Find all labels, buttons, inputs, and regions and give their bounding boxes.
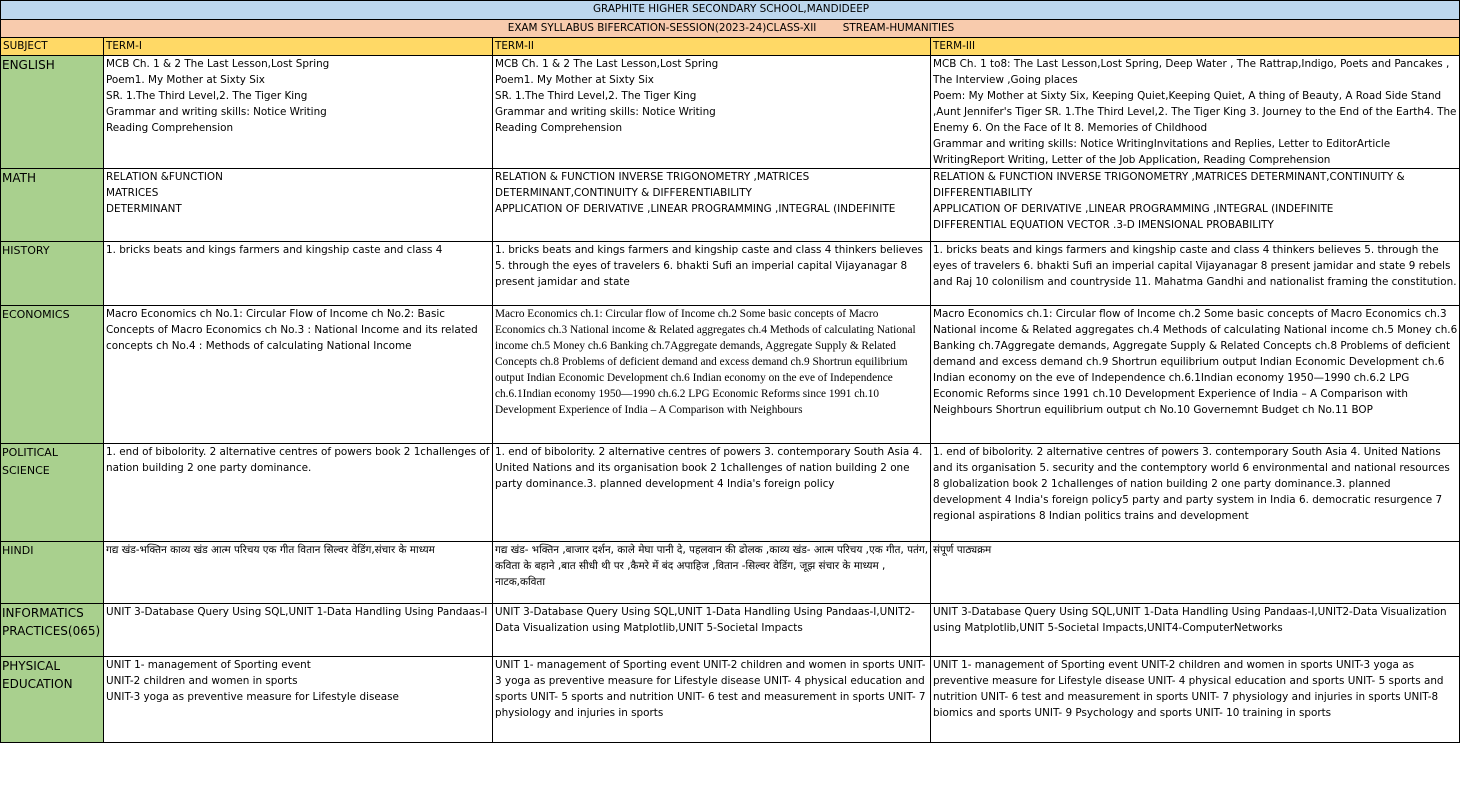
- term1-cell[interactable]: RELATION &FUNCTION MATRICES DETERMINANT: [104, 169, 493, 242]
- term1-cell[interactable]: 1. bricks beats and kings farmers and kingship caste and class 4: [104, 242, 493, 306]
- subject-cell[interactable]: HISTORY: [1, 242, 104, 306]
- term1-cell[interactable]: UNIT 1- management of Sporting event UNIT-2 children and women in sports UNIT-3 yoga as preventive measure for Lifestyle disease: [104, 657, 493, 743]
- term3-cell[interactable]: 1. end of bibolority. 2 alternative centres of powers 3. contemporary South Asia 4. United Nations and its organisation 5. security and the contemptory world 6 environmental and national resources 8 globalization book 2 1challenges of nation building 2 one party dominance.3. planned development 4 India's foreign policy5 party and party system in India 6. democratic resurgence 7 regional aspirations 8 Indian politics trains and development: [931, 444, 1460, 542]
- table-row: [1, 542, 1460, 604]
- table-row: [1, 657, 1460, 743]
- term2-cell[interactable]: 1. end of bibolority. 2 alternative centres of powers 3. contemporary South Asia 4. United Nations and its organisation book 2 1challenges of nation building 2 one party dominance.3. planned development 4 India's foreign policy: [493, 444, 931, 542]
- term3-cell[interactable]: 1. bricks beats and kings farmers and kingship caste and class 4 thinkers believes 5. through the eyes of travelers 6. bhakti Sufi an imperial capital Vijayanagar 8 present jamidar and state 9 rebels and Raj 10 colonilism and countryside 11. Mahatma Gandhi and nationalist framing the constitution.: [931, 242, 1460, 306]
- subject-cell[interactable]: PHYSICAL EDUCATION: [1, 657, 104, 743]
- term2-cell[interactable]: UNIT 3-Database Query Using SQL,UNIT 1-Data Handling Using Pandaas-I,UNIT2-Data Visualization using Matplotlib,UNIT 5-Societal Impacts: [493, 604, 931, 657]
- term2-cell[interactable]: गद्य खंड- भक्तिन ,बाजार दर्शन, काले मेघा पानी दे, पहलवान की ढोलक ,काव्य खंड- आत्म परिचय ,एक गीत, पतंग, कविता के बहाने ,बात सीधी थी पर ,कैमरे में बंद अपाहिज ,वितान -सिल्वर वेडिंग, जूझ संचार के माध्यम , नाटक,कविता: [493, 542, 931, 604]
- term3-cell[interactable]: Macro Economics ch.1: Circular flow of Income ch.2 Some basic concepts of Macro Economics ch.3 National income & Related aggregates ch.4 Methods of calculating National income ch.5 Money ch.6 Banking ch.7Aggregate demands, Aggregate Supply & Related Concepts ch.8 Problems of deficient demand and excess demand ch.9 Shortrun equilibrium output Indian Economic Development ch.6 Indian economy on the eve of Independence ch.6.1Indian economy 1950—1990 ch.6.2 LPG Economic Reforms since 1991 ch.10 Development Experience of India – A Comparison with Neighbours Shortrun equilibrium output ch No.10 Governemnt Budget ch No.11 BOP: [931, 306, 1460, 444]
- term2-cell[interactable]: MCB Ch. 1 & 2 The Last Lesson,Lost Spring Poem1. My Mother at Sixty Six SR. 1.The Third Level,2. The Tiger King Grammar and writing skills: Notice Writing Reading Comprehension: [493, 56, 931, 169]
- syllabus-subtitle[interactable]: EXAM SYLLABUS BIFERCATION-SESSION(2023-24)CLASS-XII STREAM-HUMANITIES: [1, 20, 1460, 38]
- term3-cell[interactable]: UNIT 3-Database Query Using SQL,UNIT 1-Data Handling Using Pandaas-I,UNIT2-Data Visualization using Matplotlib,UNIT 5-Societal Impacts,UNIT4-ComputerNetworks: [931, 604, 1460, 657]
- term1-cell[interactable]: Macro Economics ch No.1: Circular Flow of Income ch No.2: Basic Concepts of Macro Economics ch No.3 : National Income and its related concepts ch No.4 : Methods of calculating National Income: [104, 306, 493, 444]
- table-row: [1, 56, 1460, 169]
- table-row: [1, 242, 1460, 306]
- subject-cell[interactable]: ECONOMICS: [1, 306, 104, 444]
- term2-cell[interactable]: UNIT 1- management of Sporting event UNIT-2 children and women in sports UNIT-3 yoga as preventive measure for Lifestyle disease UNIT- 4 physical education and sports UNIT- 5 sports and nutrition UNIT- 6 test and measurement in sports UNIT- 7 physiology and injuries in sports: [493, 657, 931, 743]
- table-row: [1, 444, 1460, 542]
- term3-cell[interactable]: संपूर्ण पाठ्यक्रम: [931, 542, 1460, 604]
- term3-cell[interactable]: MCB Ch. 1 to8: The Last Lesson,Lost Spring, Deep Water , The Rattrap,Indigo, Poets and Pancakes , The Interview ,Going places Poem: My Mother at Sixty Six, Keeping Quiet,Keeping Quiet, A thing of Beauty, A Road Side Stand ,Aunt Jennifer's Tiger SR. 1.The Third Level,2. The Tiger King 3. Journey to the End of the Earth4. The Enemy 6. On the Face of It 8. Memories of Childhood Grammar and writing skills: Notice WritingInvitations and Replies, Letter to EditorArticle WritingReport Writing, Letter of the Job Application, Reading Comprehension: [931, 56, 1460, 169]
- term2-cell[interactable]: 1. bricks beats and kings farmers and kingship caste and class 4 thinkers believes 5. through the eyes of travelers 6. bhakti Sufi an imperial capital Vijayanagar 8 present jamidar and state: [493, 242, 931, 306]
- term1-cell[interactable]: MCB Ch. 1 & 2 The Last Lesson,Lost Spring Poem1. My Mother at Sixty Six SR. 1.The Third Level,2. The Tiger King Grammar and writing skills: Notice Writing Reading Comprehension: [104, 56, 493, 169]
- header-term-2[interactable]: TERM-II: [493, 38, 931, 56]
- title-row: [1, 1, 1460, 20]
- term1-cell[interactable]: गद्य खंड-भक्तिन काव्य खंड आत्म परिचय एक गीत वितान सिल्वर वेडिंग,संचार के माध्यम: [104, 542, 493, 604]
- header-term-3[interactable]: TERM-III: [931, 38, 1460, 56]
- term2-cell[interactable]: RELATION & FUNCTION INVERSE TRIGONOMETRY ,MATRICES DETERMINANT,CONTINUITY & DIFFERENTIABILITY APPLICATION OF DERIVATIVE ,LINEAR PROGRAMMING ,INTEGRAL (INDEFINITE: [493, 169, 931, 242]
- term1-cell[interactable]: 1. end of bibolority. 2 alternative centres of powers book 2 1challenges of nation building 2 one party dominance.: [104, 444, 493, 542]
- table-row: [1, 169, 1460, 242]
- subject-cell[interactable]: MATH: [1, 169, 104, 242]
- subject-cell[interactable]: POLITICAL SCIENCE: [1, 444, 104, 542]
- table-row: [1, 604, 1460, 657]
- school-title[interactable]: GRAPHITE HIGHER SECONDARY SCHOOL,MANDIDEEP: [1, 1, 1460, 20]
- header-term-1[interactable]: TERM-I: [104, 38, 493, 56]
- header-row: [1, 38, 1460, 56]
- subject-cell[interactable]: ENGLISH: [1, 56, 104, 169]
- term1-cell[interactable]: UNIT 3-Database Query Using SQL,UNIT 1-Data Handling Using Pandaas-I: [104, 604, 493, 657]
- subtitle-row: [1, 20, 1460, 38]
- table-row: [1, 306, 1460, 444]
- subject-cell[interactable]: HINDI: [1, 542, 104, 604]
- subject-cell[interactable]: INFORMATICS PRACTICES(065): [1, 604, 104, 657]
- header-subject[interactable]: SUBJECT: [1, 38, 104, 56]
- term3-cell[interactable]: RELATION & FUNCTION INVERSE TRIGONOMETRY ,MATRICES DETERMINANT,CONTINUITY & DIFFERENTIABILITY APPLICATION OF DERIVATIVE ,LINEAR PROGRAMMING ,INTEGRAL (INDEFINITE DIFFERENTIAL EQUATION VECTOR .3-D IMENSIONAL PROBABILITY: [931, 169, 1460, 242]
- term2-cell[interactable]: Macro Economics ch.1: Circular flow of Income ch.2 Some basic concepts of Macro Economics ch.3 National income & Related aggregates ch.4 Methods of calculating National income ch.5 Money ch.6 Banking ch.7Aggregate demands, Aggregate Supply & Related Concepts ch.8 Problems of deficient demand and excess demand ch.9 Shortrun equilibrium output Indian Economic Development ch.6 Indian economy on the eve of Independence ch.6.1Indian economy 1950—1990 ch.6.2 LPG Economic Reforms since 1991 ch.10 Development Experience of India – A Comparison with Neighbours: [493, 306, 931, 444]
- term3-cell[interactable]: UNIT 1- management of Sporting event UNIT-2 children and women in sports UNIT-3 yoga as preventive measure for Lifestyle disease UNIT- 4 physical education and sports UNIT- 5 sports and nutrition UNIT- 6 test and measurement in sports UNIT- 7 physiology and injuries in sports UNIT-8 biomics and sports UNIT- 9 Psychology and sports UNIT- 10 training in sports: [931, 657, 1460, 743]
